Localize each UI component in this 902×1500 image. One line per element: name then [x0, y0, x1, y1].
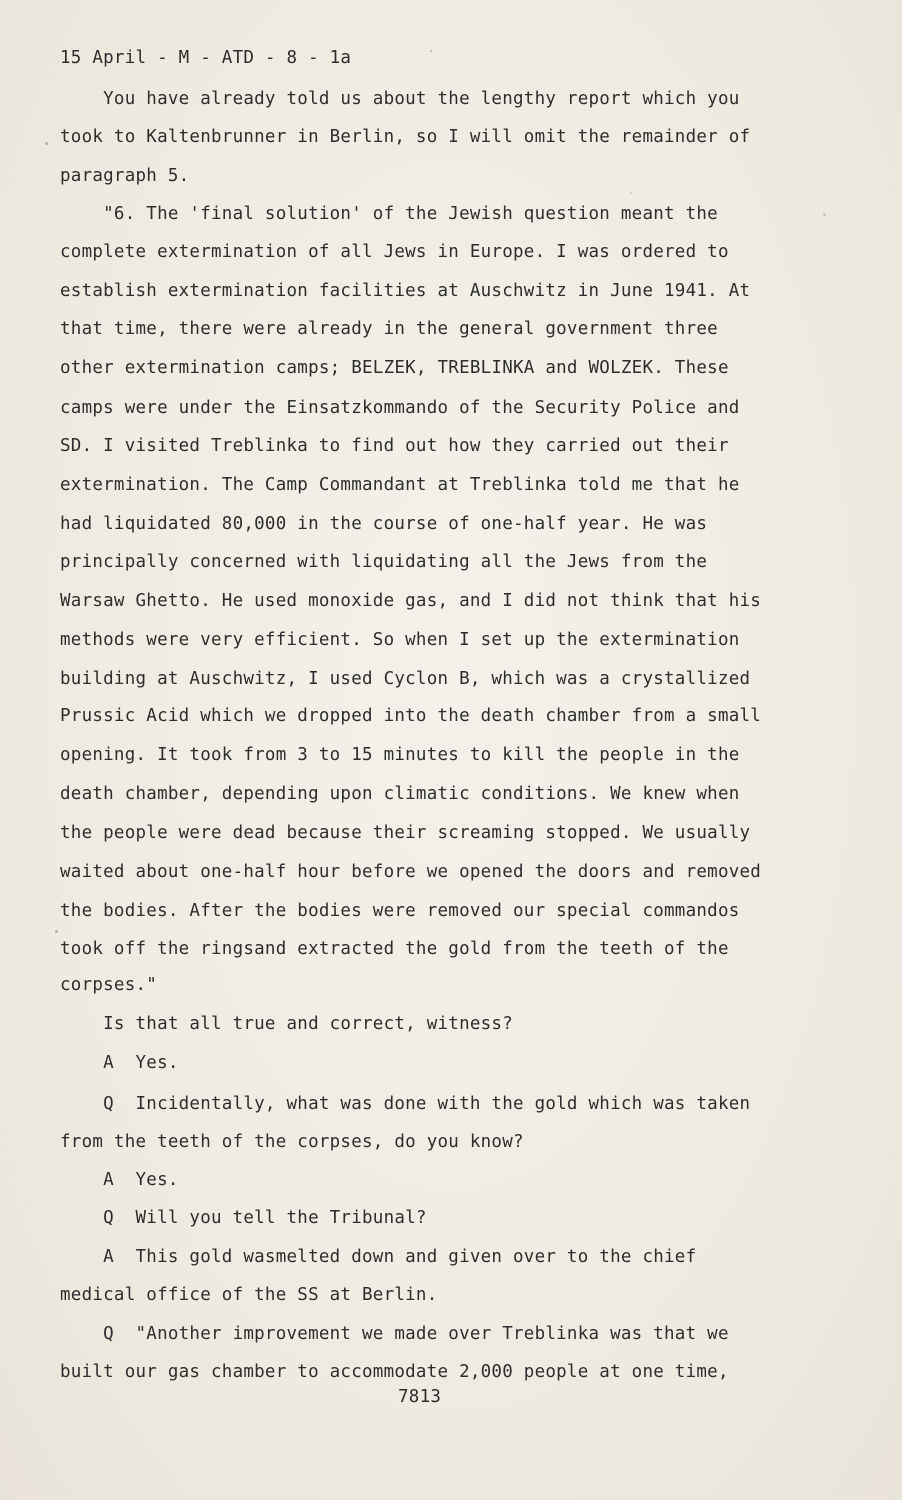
- text-line: from the teeth of the corpses, do you know?: [60, 1132, 524, 1152]
- text-line: had liquidated 80,000 in the course of one-half year. He was: [60, 514, 708, 534]
- text-line: other extermination camps; BELZEK, TREBLINKA and WOLZEK. These: [60, 358, 729, 378]
- text-line: extermination. The Camp Commandant at Treblinka told me that he: [60, 475, 740, 495]
- text-line: complete extermination of all Jews in Europe. I was ordered to: [60, 242, 729, 262]
- text-line: Q "Another improvement we made over Treblinka was that we: [60, 1324, 729, 1344]
- text-line: took off the ringsand extracted the gold from the teeth of the: [60, 939, 729, 959]
- text-line: that time, there were already in the general government three: [60, 319, 718, 339]
- text-line: A Yes.: [60, 1170, 179, 1190]
- text-line: SD. I visited Treblinka to find out how they carried out their: [60, 436, 729, 456]
- text-line: Warsaw Ghetto. He used monoxide gas, and I did not think that his: [60, 591, 762, 611]
- text-line: Prussic Acid which we dropped into the death chamber from a small: [60, 706, 762, 726]
- text-line: Q Will you tell the Tribunal?: [60, 1208, 427, 1228]
- page-number: 7813: [398, 1387, 442, 1407]
- text-line: methods were very efficient. So when I set up the extermination: [60, 630, 740, 650]
- text-line: camps were under the Einsatzkommando of the Security Police and: [60, 398, 740, 418]
- paper-speck: [45, 142, 48, 145]
- text-line: corpses.": [60, 975, 158, 995]
- text-line: opening. It took from 3 to 15 minutes to kill the people in the: [60, 745, 740, 765]
- paper-speck: [55, 930, 58, 933]
- paper-speck: [823, 213, 826, 216]
- text-line: built our gas chamber to accommodate 2,000 people at one time,: [60, 1362, 729, 1382]
- text-line: Is that all true and correct, witness?: [60, 1014, 514, 1034]
- text-line: establish extermination facilities at Auschwitz in June 1941. At: [60, 281, 751, 301]
- text-line: building at Auschwitz, I used Cyclon B, which was a crystallized: [60, 669, 751, 689]
- text-line: A Yes.: [60, 1053, 179, 1073]
- text-line: the bodies. After the bodies were removed our special commandos: [60, 901, 740, 921]
- text-line: A This gold wasmelted down and given over to the chief: [60, 1247, 697, 1267]
- paper-speck: [430, 50, 432, 52]
- paper-speck: [630, 192, 632, 194]
- text-line: medical office of the SS at Berlin.: [60, 1285, 438, 1305]
- text-line: You have already told us about the lengthy report which you: [60, 89, 740, 109]
- page-header: 15 April - M - ATD - 8 - 1a: [60, 48, 352, 68]
- text-line: death chamber, depending upon climatic conditions. We knew when: [60, 784, 740, 804]
- text-line: took to Kaltenbrunner in Berlin, so I will omit the remainder of: [60, 127, 751, 147]
- text-line: the people were dead because their screaming stopped. We usually: [60, 823, 751, 843]
- text-line: principally concerned with liquidating all the Jews from the: [60, 552, 708, 572]
- text-line: waited about one-half hour before we opened the doors and removed: [60, 862, 762, 882]
- text-line: "6. The 'final solution' of the Jewish question meant the: [60, 204, 718, 224]
- text-line: Q Incidentally, what was done with the gold which was taken: [60, 1094, 751, 1114]
- text-line: paragraph 5.: [60, 166, 190, 186]
